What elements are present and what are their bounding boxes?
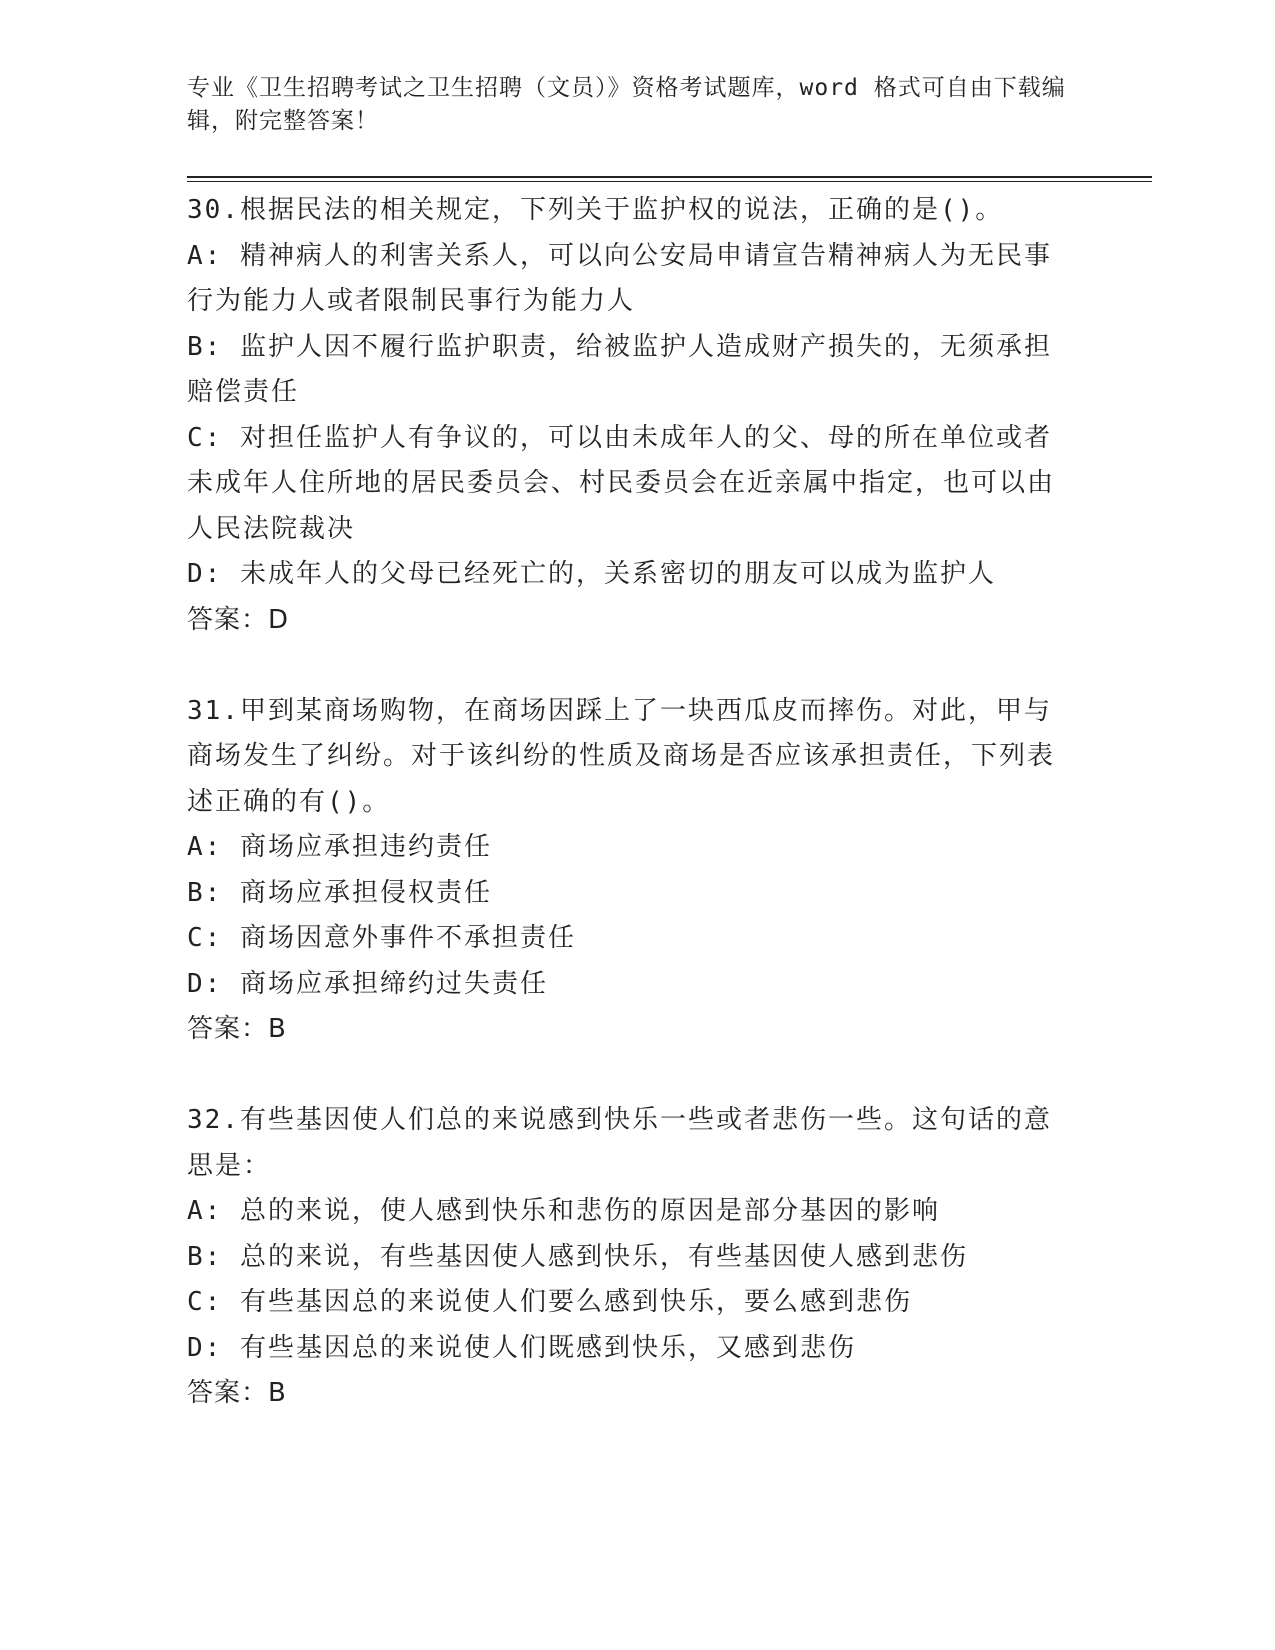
option-d: D: 商场应承担缔约过失责任 (187, 968, 548, 999)
question-30 (187, 188, 1067, 643)
option-b: B: 商场应承担侵权责任 (187, 877, 492, 908)
question-31 (187, 689, 1067, 1053)
answer-key: 答案：D (187, 604, 290, 635)
question-list (187, 188, 1067, 1462)
option-d: D: 有些基因总的来说使人们既感到快乐，又感到悲伤 (187, 1332, 856, 1363)
option-c: C: 商场因意外事件不承担责任 (187, 923, 576, 953)
answer-key: 答案：B (187, 1378, 287, 1408)
option-a: A: 总的来说，使人感到快乐和悲伤的原因是部分基因的影响 (187, 1196, 940, 1226)
option-b: B: 总的来说，有些基因使人感到快乐，有些基因使人感到悲伤 (187, 1241, 968, 1272)
option-b: B: 监护人因不履行监护职责，给被监护人造成财产损失的，无须承担赔偿责任 (187, 331, 1052, 407)
option-c: C: 有些基因总的来说使人们要么感到快乐，要么感到悲伤 (187, 1287, 912, 1317)
option-c: C: 对担任监护人有争议的，可以由未成年人的父、母的所在单位或者未成年人住所地的居民委员会、村民委员会在近亲属中指定，也可以由人民法院裁决 (187, 422, 1056, 544)
option-d: D: 未成年人的父母已经死亡的，关系密切的朋友可以成为监护人 (187, 559, 996, 589)
document-intro: 专业《卫生招聘考试之卫生招聘（文员）》资格考试题库，word 格式可自由下载编辑，附完整答案！ (187, 75, 1066, 134)
option-a: A: 商场应承担违约责任 (187, 832, 492, 862)
question-stem: 32.有些基因使人们总的来说感到快乐一些或者悲伤一些。这句话的意思是： (187, 1105, 1052, 1181)
header-divider (187, 176, 1152, 182)
question-stem: 31.甲到某商场购物，在商场因踩上了一块西瓜皮而摔伤。对此，甲与商场发生了纠纷。对于该纠纷的性质及商场是否应该承担责任，下列表述正确的有()。 (187, 695, 1056, 817)
question-32 (187, 1098, 1067, 1416)
option-a: A: 精神病人的利害关系人，可以向公安局申请宣告精神病人为无民事行为能力人或者限制民事行为能力人 (187, 240, 1052, 316)
question-stem: 30.根据民法的相关规定，下列关于监护权的说法，正确的是()。 (187, 195, 1004, 225)
answer-key: 答案：B (187, 1014, 287, 1044)
